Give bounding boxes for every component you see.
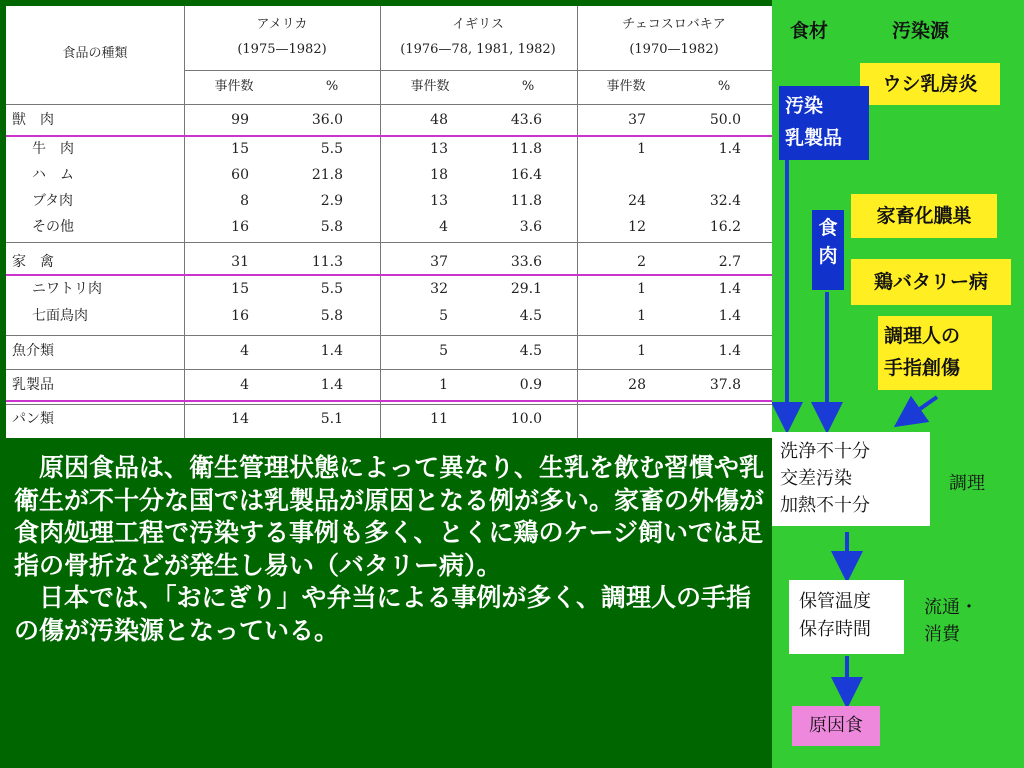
cell-count: 16: [231, 219, 249, 235]
cell-count: 4: [240, 377, 249, 393]
row-label: ハ ム: [32, 167, 74, 183]
cell-percent: 16.2: [709, 219, 741, 235]
table-divider: [6, 404, 772, 405]
cell-count: 28: [628, 377, 646, 393]
cell-count: 1: [439, 377, 448, 393]
column-header-count: 事件数: [606, 79, 646, 94]
cell-count: 1: [637, 343, 646, 359]
cell-percent: 1.4: [320, 377, 343, 393]
cell-count: 14: [231, 411, 249, 427]
country-years: (1975—1982): [237, 42, 327, 57]
cell-percent: 3.6: [519, 219, 542, 235]
table-divider: [184, 70, 772, 71]
cell-percent: 1.4: [718, 281, 741, 297]
country-years: (1976—78, 1981, 1982): [400, 42, 556, 57]
cell-count: 5: [439, 343, 448, 359]
highlight-line: [6, 135, 772, 137]
cell-percent: 4.5: [519, 343, 542, 359]
cell-count: 37: [628, 112, 646, 128]
contamination-flow-diagram: [772, 0, 1024, 768]
row-label: 家 禽: [12, 254, 54, 270]
cell-count: 1: [637, 141, 646, 157]
cell-percent: 11.8: [510, 193, 542, 209]
cooking-issues-box: 洗浄不十分 交差汚染 加熱不十分: [772, 432, 930, 526]
column-header-count: 事件数: [410, 79, 450, 94]
paragraph: 日本では、「おにぎり」や弁当による事例が多く、調理人の手指の傷が汚染源となっている。: [14, 583, 752, 645]
stage-cooking-label: 調理: [949, 473, 985, 494]
cell-count: 60: [231, 167, 249, 183]
cell-percent: 5.1: [320, 411, 343, 427]
header-source: 汚染源: [892, 20, 950, 42]
cell-percent: 33.6: [510, 254, 542, 270]
cell-percent: 4.5: [519, 308, 542, 324]
cell-count: 15: [231, 281, 249, 297]
cell-percent: 43.6: [510, 112, 542, 128]
cell-count: 24: [628, 193, 646, 209]
column-header-percent: %: [521, 79, 535, 94]
row-label: 魚介類: [12, 343, 54, 359]
country-name: チェコスロバキア: [622, 17, 726, 32]
cell-percent: 11.8: [510, 141, 542, 157]
table-corner-header: 食品の種類: [62, 46, 128, 61]
cell-percent: 1.4: [320, 343, 343, 359]
food-type-table: [6, 6, 772, 438]
cell-count: 1: [637, 281, 646, 297]
cell-count: 18: [430, 167, 448, 183]
column-header-percent: %: [717, 79, 731, 94]
column-header-count: 事件数: [214, 79, 254, 94]
cell-count: 4: [439, 219, 448, 235]
source-battery-disease: 鶏バタリー病: [851, 259, 1011, 305]
cell-count: 1: [637, 308, 646, 324]
cell-percent: 1.4: [718, 343, 741, 359]
source-livestock-abscess: 家畜化膿巣: [851, 194, 997, 238]
cell-count: 4: [240, 343, 249, 359]
source-mastitis: ウシ乳房炎: [860, 63, 1000, 105]
cause-food-box: 原因食: [792, 706, 880, 746]
cell-percent: 0.9: [519, 377, 542, 393]
cell-percent: 29.1: [510, 281, 542, 297]
country-name: アメリカ: [256, 17, 308, 32]
cell-percent: 2.7: [718, 254, 741, 270]
source-cook-wound: 調理人の 手指創傷: [878, 316, 992, 390]
table-divider: [6, 369, 772, 370]
table-divider: [6, 242, 772, 243]
row-label: 乳製品: [12, 377, 54, 393]
row-label: 獣 肉: [12, 112, 54, 128]
cell-count: 5: [439, 308, 448, 324]
cell-count: 8: [240, 193, 249, 209]
cell-count: 12: [628, 219, 646, 235]
cell-percent: 50.0: [709, 112, 741, 128]
cell-percent: 5.5: [320, 141, 343, 157]
country-years: (1970—1982): [629, 42, 719, 57]
cell-percent: 5.8: [320, 219, 343, 235]
cell-count: 31: [231, 254, 249, 270]
cell-count: 99: [231, 112, 249, 128]
stage-distribution-label: 流通・ 消費: [924, 597, 978, 645]
cell-percent: 36.0: [311, 112, 343, 128]
cell-percent: 10.0: [510, 411, 542, 427]
cell-percent: 16.4: [510, 167, 542, 183]
cell-count: 2: [637, 254, 646, 270]
food-contaminated-dairy: 汚染 乳製品: [779, 86, 869, 160]
row-label: その他: [32, 219, 74, 235]
cell-count: 13: [430, 193, 448, 209]
highlight-line: [6, 400, 772, 402]
cell-percent: 1.4: [718, 308, 741, 324]
cell-percent: 5.8: [320, 308, 343, 324]
table-divider: [6, 104, 772, 105]
cell-count: 32: [430, 281, 448, 297]
cell-percent: 21.8: [311, 167, 343, 183]
cell-count: 48: [430, 112, 448, 128]
row-label: パン類: [12, 411, 54, 427]
row-label: ブタ肉: [32, 193, 74, 209]
paragraph: 原因食品は、衛生管理状態によって異なり、生乳を飲む習慣や乳衛生が不十分な国では乳製品が原因となる例が多い。家畜の外傷が食肉処理工程で汚染する事例も多く、とくに鶏のケージ飼いでは足指の骨折などが発生し易い（バタリー病）。: [14, 453, 765, 580]
cell-count: 13: [430, 141, 448, 157]
header-food: 食材: [790, 20, 829, 42]
highlight-line: [6, 274, 772, 276]
row-label: 牛 肉: [32, 141, 74, 157]
food-meat: 食 肉: [812, 210, 844, 290]
cell-count: 16: [231, 308, 249, 324]
column-header-percent: %: [325, 79, 339, 94]
cell-count: 11: [430, 411, 448, 427]
cell-percent: 37.8: [709, 377, 741, 393]
cell-percent: 5.5: [320, 281, 343, 297]
cell-percent: 1.4: [718, 141, 741, 157]
cell-percent: 32.4: [709, 193, 741, 209]
storage-box: 保管温度 保存時間: [789, 580, 904, 654]
country-name: イギリス: [452, 17, 504, 32]
row-label: ニワトリ肉: [32, 281, 102, 297]
table-divider: [6, 335, 772, 336]
cell-percent: 2.9: [320, 193, 343, 209]
row-label: 七面鳥肉: [32, 308, 88, 324]
description-text: [14, 452, 769, 647]
cell-count: 37: [430, 254, 448, 270]
cell-count: 15: [231, 141, 249, 157]
cell-percent: 11.3: [311, 254, 343, 270]
